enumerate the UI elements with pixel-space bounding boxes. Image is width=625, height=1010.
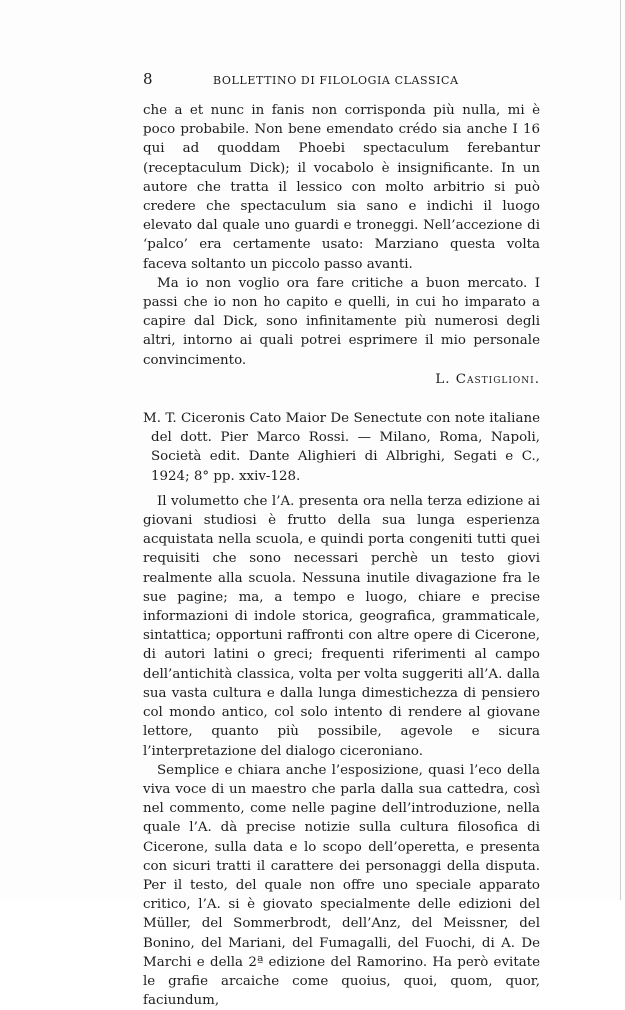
review-paragraph-1: Il volumetto che l’A. presenta ora nella terza edizione ai giovani studiosi è frutto della sua lunga esperienza acquistata nella scuola, e quindi porta congeniti tutti quei requisiti che sono necessari perchè un testo giovi realmente alla scuola. Nessuna inutile divagazione fra le sue pagine; ma, a tempo e luogo, chiare e precise informazioni di indole storica, geografica, grammaticale, sintattica; opportuni raffronti con altre opere di Cicerone, di autori latini o greci; frequenti riferimenti al campo dell’antichità classica, volta per volta suggeriti all’A. dalla sua vasta cultura e dalla lunga dimestichezza di pensiero col mondo antico, col solo intento di rendere al giovane lettore, quanto più possibile, agevole e sicura l’interpretazione del dialogo ciceroniano. <box>143 493 540 759</box>
page-header <box>143 70 540 92</box>
review-heading: M. T. Ciceronis Cato Maior De Senectute con note italiane del dott. Pier Marco Rossi. — Milano, Roma, Napoli, Società edit. Dante Alighieri di Albrighi, Segati e C., 1924; 8° pp. xxiv-128. <box>143 411 540 484</box>
review-paragraph-2: Semplice e chiara anche l’esposizione, quasi l’eco della viva voce di un maestro che parla dalla sua cattedra, così nel commento, come nelle pagine dell’introduzione, nella quale l’A. dà precise notizie sulla cultura filosofica di Cicerone, sulla data e lo scopo dell’operetta, e presenta con sicuri tratti il carattere dei personaggi della disputa. Per il testo, del quale non offre uno speciale apparato critico, l’A. si è giovato specialmente delle edizioni del Müller, del Sommerbrodt, dell’Anz, del Meissner, del Bonino, del Mariani, del Fumagalli, del Fuochi, di A. De Marchi e della 2ª edizione del Ramorino. Ha però evitate le grafie arcaiche come quoius, quoi, quom, quor, faciundum, <box>143 762 540 1009</box>
page-body <box>143 101 540 1010</box>
page-edge-line <box>620 0 621 900</box>
paragraph-2: Ma io non voglio ora fare critiche a buon mercato. I passi che io non ho capito e quelli, in cui ho imparato a capire dal Dick, sono infinitamente più numerosi degli altri, intorno ai quali potrei esprimere il mio personale convincimento. <box>143 275 540 368</box>
running-title: BOLLETTINO DI FILOLOGIA CLASSICA <box>213 74 459 87</box>
section-gap <box>143 389 540 409</box>
paragraph-1: che a et nunc in fanis non corrisponda più nulla, mi è poco probabile. Non bene emendato crédo sia anche I 16 qui ad quoddam Phoebi spectaculum ferebantur (receptaculum Dick); il vocabolo è insignificante. In un autore che tratta il lessico con molto arbitrio si può credere che spectaculum sia sano e indichi il luogo elevato dal quale uno guardi e troneggi. Nell’accezione di ‘palco’ era certamente usato: Marziano questa volta faceva soltanto un piccolo passo avanti. <box>143 103 540 272</box>
page-number: 8 <box>143 70 154 88</box>
author-signature: L. Castiglioni. <box>435 371 540 387</box>
